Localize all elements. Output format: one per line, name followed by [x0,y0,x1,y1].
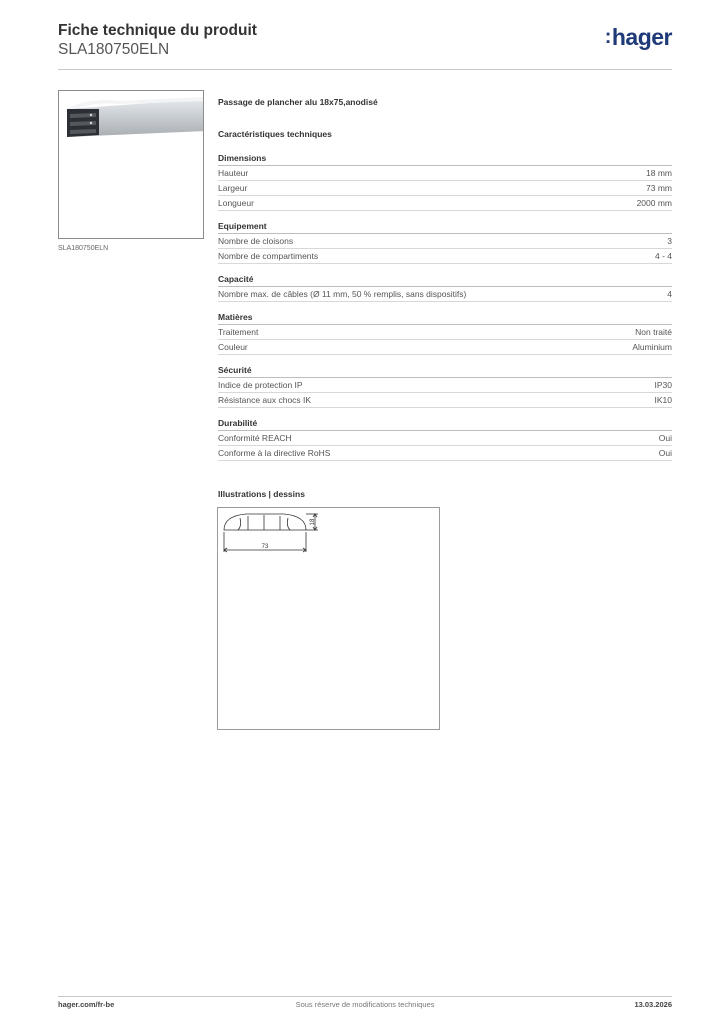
group-equipment [218,219,672,264]
logo-text: hager [611,24,672,50]
product-reference: SLA180750ELN [58,41,170,58]
row-value: IP30 [654,380,672,390]
row-label: Nombre de cloisons [218,236,294,246]
hager-logo: :hager [604,24,672,50]
row-label: Résistance aux chocs IK [218,395,312,405]
row-value: Oui [658,433,672,443]
document-header [58,22,672,70]
group-title: Matières [218,310,672,325]
footer-website[interactable]: hager.com/fr-be [58,1000,115,1009]
characteristics-title: Caractéristiques techniques [218,129,332,139]
table-row [218,340,672,355]
floor-duct-photo [59,91,204,239]
page-title: Fiche technique du produit [58,22,257,39]
width-dimension: 73 [261,544,269,550]
table-row [218,378,672,393]
table-row [218,325,672,340]
row-label: Hauteur [218,168,249,178]
product-name: Passage de plancher alu 18x75,anodisé [218,97,378,107]
table-row [218,181,672,196]
row-value: IK10 [654,395,672,405]
row-value: Oui [658,448,672,458]
group-materials [218,310,672,355]
row-label: Indice de protection IP [218,380,303,390]
row-label: Traitement [218,327,259,337]
footer-date: 13.03.2026 [634,1000,672,1009]
table-row [218,234,672,249]
group-title: Capacité [218,272,672,287]
group-title: Sécurité [218,363,672,378]
row-label: Longueur [218,198,254,208]
table-row [218,196,672,211]
row-value: 4 - 4 [654,251,672,261]
product-image [58,90,204,239]
row-label: Largeur [218,183,248,193]
row-label: Conformité REACH [218,433,292,443]
table-row [218,393,672,408]
height-dimension: 18 [310,518,316,526]
group-title: Equipement [218,219,672,234]
group-title: Dimensions [218,151,672,166]
technical-drawing [217,507,440,730]
row-value: 4 [667,289,672,299]
table-row [218,431,672,446]
row-value: 73 mm [646,183,672,193]
row-value: Aluminium [632,342,672,352]
table-row [218,166,672,181]
table-row [218,287,672,302]
image-caption: SLA180750ELN [58,245,109,252]
group-capacity [218,272,672,302]
group-dimensions [218,151,672,211]
cross-section-drawing [218,508,439,729]
technical-content [218,97,672,469]
group-durability [218,416,672,461]
footer-notice: Sous réserve de modifications techniques [295,1000,435,1009]
row-value: 18 mm [646,168,672,178]
table-row [218,446,672,461]
row-label: Nombre de compartiments [218,251,319,261]
group-title: Durabilité [218,416,672,431]
row-label: Conforme à la directive RoHS [218,448,331,458]
row-label: Nombre max. de câbles (Ø 11 mm, 50 % remplis, sans dispositifs) [218,289,467,299]
row-value: Non traité [635,327,672,337]
row-value: 2000 mm [636,198,672,208]
group-safety [218,363,672,408]
illustrations-title: Illustrations | dessins [218,489,305,499]
row-value: 3 [667,236,672,246]
row-label: Couleur [218,342,248,352]
table-row [218,249,672,264]
document-footer [58,996,672,1010]
